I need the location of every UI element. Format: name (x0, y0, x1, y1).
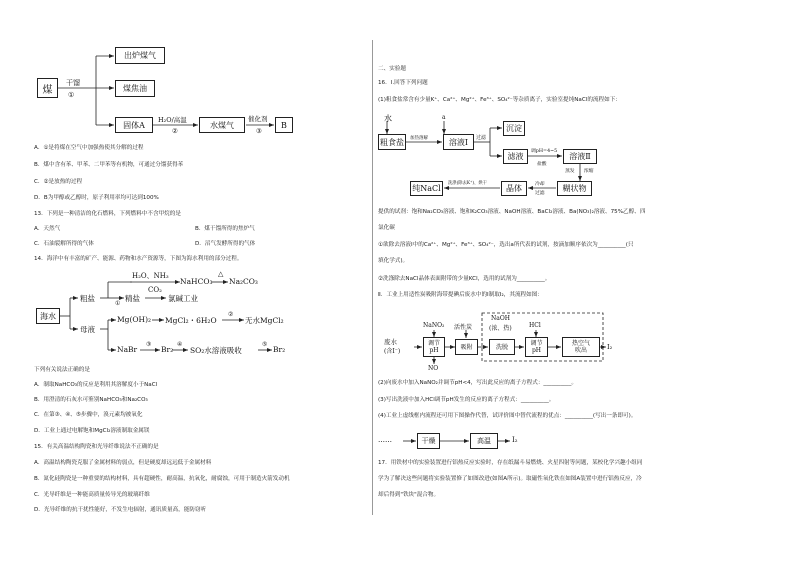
na2co3-label: Na₂CO₃ (229, 277, 258, 286)
q16-part3: (3)写出洗液中加入HCl调节pH发生的反应的离子方程式：__________。 (378, 397, 555, 403)
seawater-step-2-label: ② (228, 311, 234, 318)
q13-option-c: C．石油裂解所得的气体 (34, 241, 94, 247)
solid-a-box: 固体A (115, 117, 153, 133)
adjust-ph-box-1: 调节 pH (423, 337, 445, 357)
step-3-label: ③ (256, 127, 262, 135)
q15-stem: 15．有关高温结构陶瓷和光导纤维说法不正确的是 (34, 444, 159, 450)
oven-gas-box: 出炉煤气 (115, 47, 165, 64)
seawater-step-1-label: ① (115, 300, 121, 307)
step-1-label: ① (68, 91, 75, 99)
seawater-step-3-label: ③ (146, 341, 152, 348)
seawater-step-4-label: ④ (177, 341, 183, 348)
desorb-box: 洗脱 (489, 339, 515, 355)
pure-nacl-box: 纯NaCl (410, 181, 443, 196)
mother-liquor-label: 母液 (80, 325, 95, 334)
solution-i-box: 溶液Ⅰ (443, 134, 474, 150)
anhydrous-mgcl2-label: 无水MgCl₂ (245, 316, 284, 325)
naoh-condition-label: (浓、热) (489, 325, 512, 332)
product-b-box: B (275, 117, 293, 133)
heat-dissolve-label: 加热溶解 (410, 136, 428, 141)
q16-sub1: ①欲除去溶液Ⅰ中的Ca²⁺、Mg²⁺、Fe³⁺、SO₄²⁻，选出a所代表的试剂，按滴加顺序依次为__________(只 (378, 242, 634, 248)
alt-iodine-label: I₂ (512, 436, 518, 444)
coal-box: 煤 (37, 78, 58, 98)
waste-water-sub-label: (含I⁻) (384, 348, 401, 355)
wash-dry-label: 洗涤(除去K⁺)、烘干 (448, 181, 487, 186)
filter-2-label: 过滤 (535, 191, 545, 196)
adjust-ph-label: 调pH=4~5 (531, 149, 558, 154)
concentrate-label: 浓缩 (584, 169, 594, 174)
q15-option-b: B．氮化硅陶瓷是一种重要的结构材料，具有超硬性，耐高温，抗氧化，耐腐蚀，可用于制造火箭发动机 (34, 476, 290, 482)
q14-option-b: B．用澄清的石灰水可鉴别NaHCO₃和Na₂CO₃ (34, 397, 148, 403)
filtrate-box: 滤液 (503, 149, 528, 164)
h2o-nh3-label: H₂O、NH₃ (132, 272, 169, 280)
no-label: NO (428, 365, 439, 372)
seawater-step-5-label: ⑤ (262, 341, 268, 348)
q16-part4: (4)工业上虚线框内流程还可用下图操作代替，试评价图中替代流程的优点：__________(写出一条即可)。 (378, 413, 637, 419)
q12-option-b: B．煤中含有苯、甲苯、二甲苯等有机物，可通过分馏获得苯 (34, 162, 184, 168)
q13-option-a: A．天然气 (34, 226, 61, 232)
nano2-label: NaNO₂ (423, 322, 445, 329)
q14-option-a: A．制取NaHCO₃的反应是利用其溶解度小于NaCl (34, 382, 158, 388)
reagents-line1: 提供的试剂：饱和Na₂CO₃溶液、饱和K₂CO₃溶液、NaOH溶液、BaCl₂溶液、Ba(NO₃)₂溶液、75%乙醇、四 (378, 209, 646, 215)
seawater-box: 海水 (36, 308, 60, 324)
q14-stem: 14．海洋中有丰富的矿产、能源、药物和水产资源等，下图为海水利用的部分过程。 (34, 256, 243, 262)
nabr-label: NaBr (117, 345, 138, 354)
br2-first-label: Br₂ (161, 345, 174, 354)
solution-ii-box: 溶液Ⅱ (563, 149, 597, 164)
br2-second-label: Br₂ (273, 345, 286, 354)
q14-question: 下列有关说法正确的是 (34, 367, 90, 373)
part-ii-stem: Ⅱ．工业上用适性炭吸附海带提碘后废水中的I制取I₂，其流程如图： (378, 292, 543, 298)
crude-salt-label: 粗盐 (80, 294, 95, 303)
reagents-line2: 氯化碳 (378, 225, 395, 231)
evaporate-label: 蒸发 (565, 169, 575, 174)
precipitate-box: 沉淀 (503, 121, 525, 136)
q12-option-d: D．B为甲醇或乙醇时，原子利用率均可达到100% (34, 195, 159, 201)
q14-option-d: D．工业上通过电解饱和MgCl₂溶液制取金属镁 (34, 428, 150, 434)
slurry-box: 糊状物 (557, 181, 592, 196)
q16-sub2: ②洗涤除去NaCl晶体表面附带的少量KCl，选用的试剂为__________。 (378, 276, 551, 282)
q16-part2: (2)向废水中加入NaNO₂并调节pH<4，写出此反应的离子方程式：__________。 (378, 380, 577, 386)
filter-1-label: 过滤 (476, 135, 487, 141)
h2o-high-temp-label: H₂O/高温 (158, 116, 187, 124)
activated-carbon-label: 活性炭 (454, 324, 473, 331)
hydrochloric-acid-label: 盐酸 (537, 162, 547, 167)
adjust-ph-box-2: 调节 pH (525, 337, 548, 357)
q15-option-a: A．高温结构陶瓷克服了金属材料的弱点，但是硬度却远远低于金属材料 (34, 460, 212, 466)
crystal-box: 晶体 (501, 181, 527, 196)
co2-label: CO₂ (148, 286, 162, 294)
q17-line1: 17．用铁材中的实验装置进行铝热反应实验时，存在纸漏斗易燃烧、火星四射等问题，某校化学兴趣小组同 (378, 460, 643, 466)
chloralkali-label: 氯碱工业 (168, 294, 198, 303)
ellipsis-label: …… (378, 436, 392, 444)
q16-stem: 16．I.回答下列问题 (378, 80, 428, 86)
q12-option-a: A．①是将煤在空气中加强热使其分解的过程 (34, 145, 144, 151)
mgcl2-hydrate-label: MgCl₂・6H₂O (165, 316, 217, 325)
cool-label: 冷却 (535, 182, 545, 187)
so2-absorb-label: SO₂水溶液吸收 (190, 346, 242, 355)
iodine-product-label: I₂ (607, 343, 613, 351)
water-label: 水 (384, 114, 392, 123)
dry-box: 干燥 (417, 433, 440, 449)
mgoh2-label: Mg(OH)₂ (117, 315, 152, 324)
heat-symbol: △ (218, 270, 224, 278)
high-temp-box: 高温 (470, 433, 498, 449)
q14-option-c: C．在第③、④、⑤步骤中，溴元素均被氧化 (34, 412, 143, 418)
q13-option-b: B．煤干馏所得的焦炉气 (195, 226, 255, 232)
q16-sub1-cont: 填化学式)。 (378, 258, 409, 264)
hcl-label: HCl (529, 322, 541, 329)
fine-salt-label: 精盐 (125, 294, 140, 303)
q15-option-c: C．光导纤维是一种能高质量传导光的玻璃纤维 (34, 492, 150, 498)
adsorb-box: 吸附 (455, 339, 478, 355)
q13-option-d: D．沼气发酵所得的气体 (195, 241, 256, 247)
crude-salt-box: 粗食盐 (378, 134, 406, 150)
naoh-label: NaOH (491, 315, 510, 322)
q16-part1: (1)粗食盐常含有少量K⁺、Ca²⁺、Mg²⁺、Fe³⁺、SO₄²⁻等杂质离子，实验室提纯NaCl的流程如下： (378, 97, 621, 103)
dry-distill-label: 干馏 (66, 79, 80, 87)
q17-line3: 却后得到"铁块"混合物。 (378, 492, 440, 498)
nahco3-label: NaHCO₃ (180, 277, 213, 286)
catalyst-label: 催化剂 (248, 115, 268, 123)
coal-tar-box: 煤焦油 (115, 80, 155, 97)
q17-line2: 学为了解决这些问题将实验装置修了如图改进(如图A所示)。取磁性氧化铁在如图A装置中进行铝热反应，冷 (378, 476, 642, 482)
q12-option-c: C．②是放热的过程 (34, 179, 83, 185)
section-heading: 二、实验题 (378, 66, 406, 72)
step-2-label: ② (172, 127, 178, 135)
q13-stem: 13．下列是一种清洁的化石燃料，下列燃料中不含甲烷的是 (34, 211, 181, 217)
q15-option-d: D．光导纤维的抗干扰性能好，不发生电辐射，通讯质量高，能防窃听 (34, 507, 207, 513)
water-gas-box: 水煤气 (199, 117, 245, 133)
reagent-a-label: a (442, 114, 446, 121)
hot-air-blow-box: 热空气 吹出 (562, 337, 600, 357)
waste-water-label: 废水 (384, 338, 397, 346)
